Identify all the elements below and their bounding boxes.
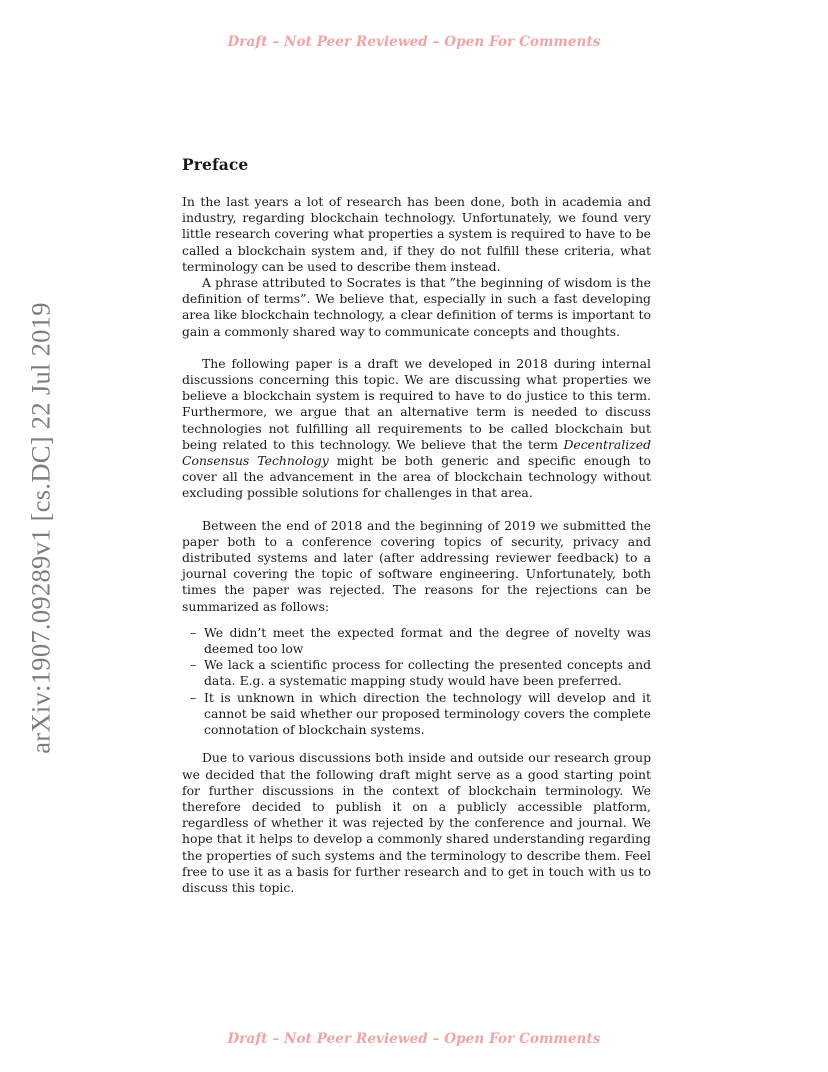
emphasized-term: Decentralized Consensus Technology: [182, 436, 651, 469]
list-item: [182, 690, 651, 739]
arxiv-identifier: arXiv:1907.09289v1 [cs.DC] 22 Jul 2019: [25, 302, 56, 754]
draft-banner-top: Draft – Not Peer Reviewed – Open For Comments: [227, 34, 601, 50]
list-item-text: We didn’t meet the expected format and the degree of novelty was deemed too low: [204, 624, 651, 657]
paragraph-draft-text-end: might be both generic and specific enough to cover all the advancement in the area of blockchain technology without excluding possible solutions for challenges in that area.: [182, 453, 652, 501]
paragraph-socrates: A phrase attributed to Socrates is that ”the beginning of wisdom is the definition of terms”. We believe that, especially in such a fast developing area like blockchain technology, a clear definition of terms is important to gain a commonly shared way to communicate concepts and thoughts.: [182, 275, 651, 339]
list-dash: –: [190, 624, 197, 640]
list-item: [182, 657, 651, 689]
paragraph-submission-history: Between the end of 2018 and the beginning of 2019 we submitted the paper both to a conference covering topics of security, privacy and distributed systems and later (after addressing reviewer feedback) to a journal covering the topic of software engineering. Unfortunately, both times the paper was rejected. The reasons for the rejections can be summarized as follows:: [182, 517, 651, 614]
draft-banner-bottom: Draft – Not Peer Reviewed – Open For Comments: [227, 1031, 601, 1047]
paragraph-conclusion: Due to various discussions both inside and outside our research group we decided that the following draft might serve as a good starting point for further discussions in the context of blockchain terminology. We therefore decided to publish it on a publicly accessible platform, regardless of whether it was rejected by the conference and journal. We hope that it helps to develop a commonly shared understanding regarding the properties of such systems and the terminology to describe them. Feel free to use it as a basis for further research and to get in touch with us to discuss this topic.: [182, 750, 651, 895]
list-item-text: It is unknown in which direction the technology will develop and it cannot be said whether our proposed terminology covers the complete connotation of blockchain systems.: [204, 689, 651, 738]
paragraph-draft-description: [182, 356, 651, 502]
paragraph-intro: In the last years a lot of research has been done, both in academia and industry, regarding blockchain technology. Unfortunately, we found very little research covering what properties a system is required to have to be called a blockchain system and, if they do not fulfill these criteria, what terminology can be used to describe them instead.: [182, 194, 651, 274]
paragraph-draft-text-start: The following paper is a draft we developed in 2018 during internal discussions concerning this topic. We are discussing what properties we believe a blockchain system is required to have to do justice to this term. Furthermore, we argue that an alternative term is needed to discuss technologies not fulfilling all requirements to be called blockchain but being related to this technology. We believe that the term: [182, 355, 651, 452]
list-item: [182, 625, 651, 657]
list-dash: –: [190, 657, 197, 673]
rejection-reasons-list: [182, 625, 651, 738]
page-content: [182, 155, 651, 896]
list-dash: –: [190, 689, 197, 705]
list-item-text: We lack a scientific process for collecting the presented concepts and data. E.g. a systematic mapping study would have been preferred.: [204, 657, 651, 689]
section-title: Preface: [182, 155, 249, 174]
